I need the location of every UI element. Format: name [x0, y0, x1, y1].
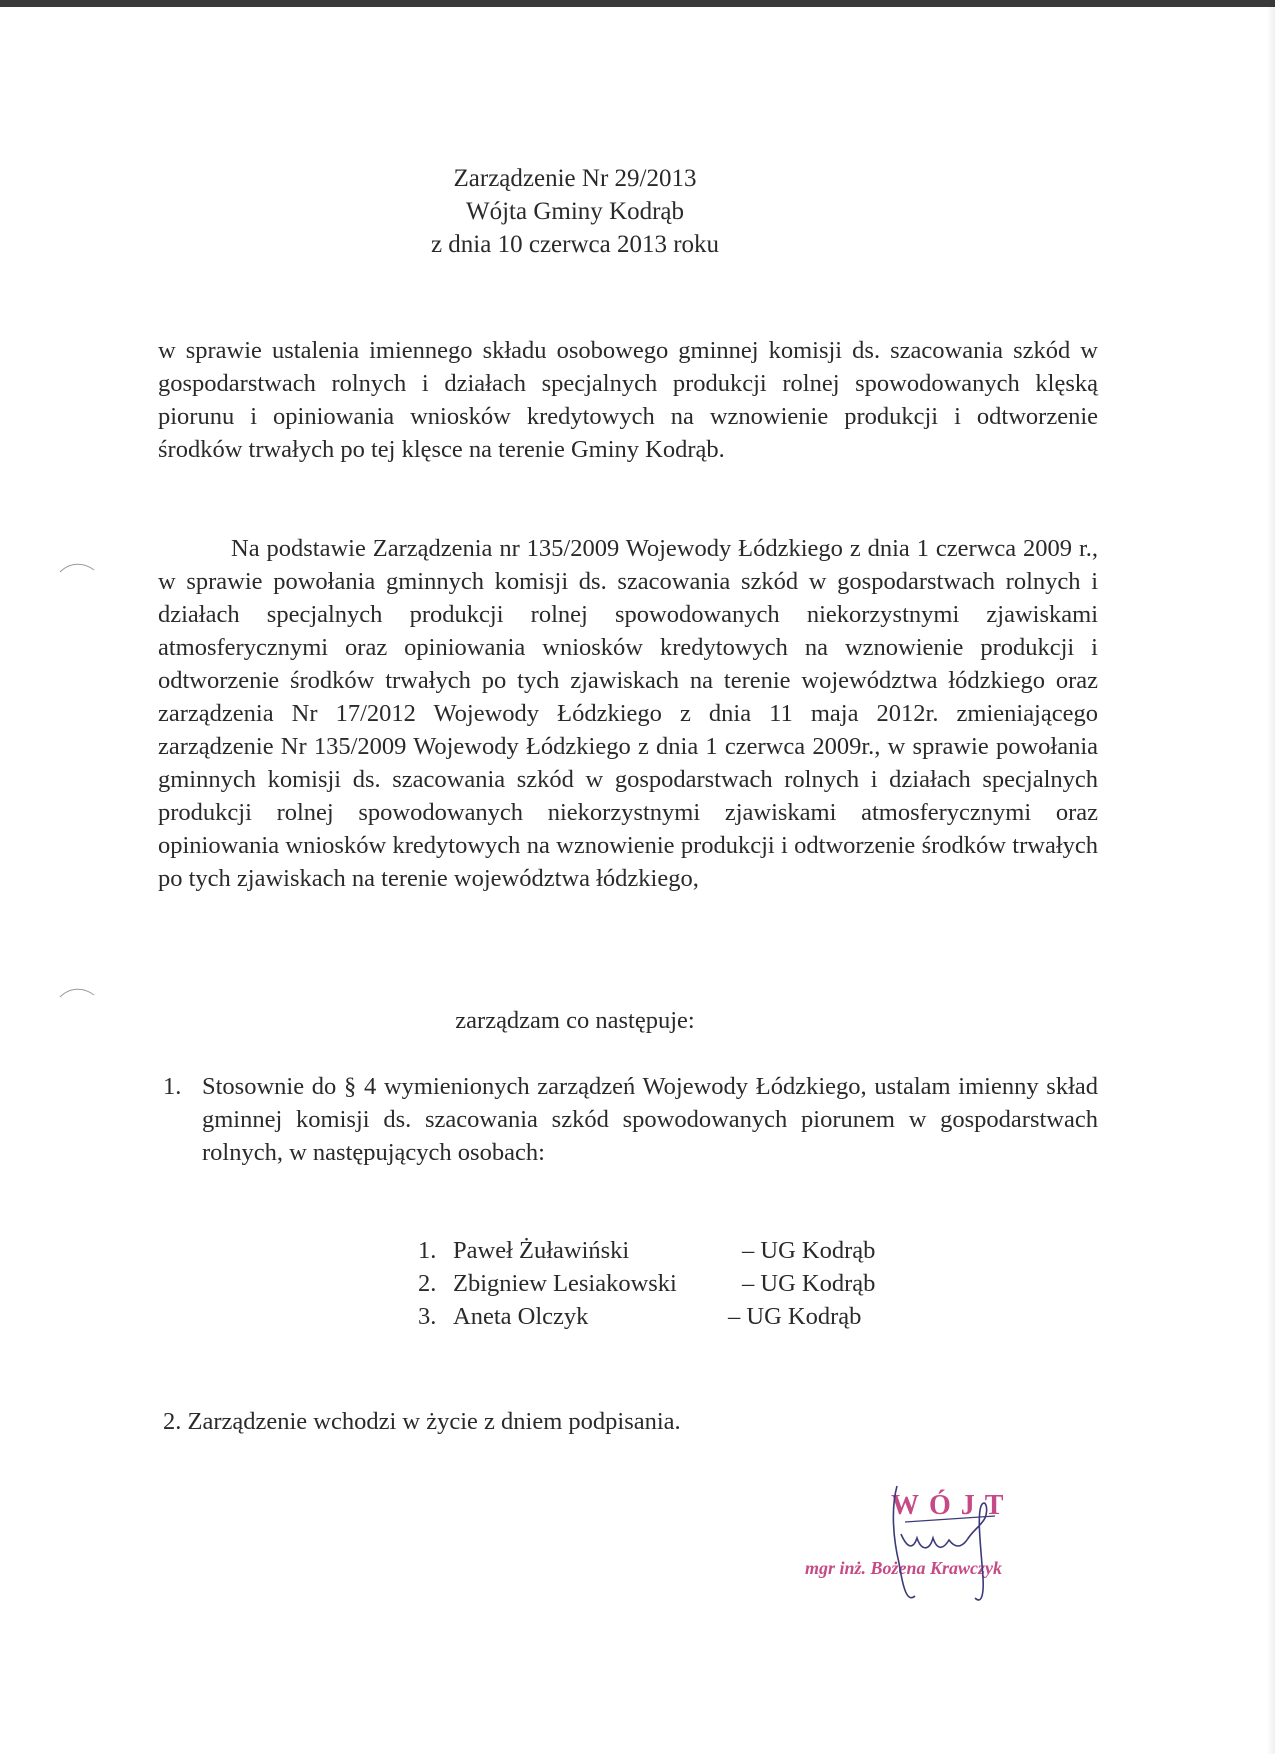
official-stamp: [805, 1490, 1105, 1620]
member-name: Aneta Olczyk: [453, 1303, 589, 1330]
heading-date: z dnia 10 czerwca 2013 roku: [430, 231, 720, 258]
decree-item-1: [163, 1070, 1098, 1169]
commission-members-list: [418, 1234, 875, 1333]
member-number: 1.: [418, 1237, 437, 1264]
member-name: Paweł Żuławiński: [453, 1237, 630, 1264]
subject-paragraph: w sprawie ustalenia imiennego składu osobowego gminnej komisji ds. szacowania szkód w gospodarstwach rolnych i działach specjalnych produkcji rolnej spowodowanych klęską piorunu i opiniowania wniosków kredytowych na wznowienie produkcji i odtworzenie środków trwałych po tej klęsce na terenie Gminy Kodrąb.: [158, 337, 1098, 463]
item-1-number: 1.: [163, 1073, 182, 1100]
heading-issuer: Wójta Gminy Kodrąb: [465, 198, 684, 225]
list-item: [418, 1234, 875, 1267]
member-department: – UG Kodrąb: [742, 1237, 876, 1264]
member-name: Zbigniew Lesiakowski: [453, 1270, 677, 1297]
member-number: 3.: [418, 1303, 437, 1330]
decree-item-2: 2. Zarządzenie wchodzi w życie z dniem podpisania.: [163, 1408, 681, 1435]
handwritten-signature: [885, 1478, 1085, 1608]
item-1-text: Stosownie do § 4 wymienionych zarządzeń Wojewody Łódzkiego, ustalam imienny skład gminnej komisji ds. szacowania szkód spowodowanych piorunem w gospodarstwach rolnych, w następujących osobach:: [202, 1073, 1098, 1166]
scan-right-shadow: [1267, 0, 1275, 1754]
scan-top-border: [0, 0, 1275, 7]
member-number: 2.: [418, 1270, 437, 1297]
document-heading: [0, 162, 1150, 261]
member-department: – UG Kodrąb: [728, 1303, 862, 1330]
member-department: – UG Kodrąb: [742, 1270, 876, 1297]
decree-intro: zarządzam co następuje:: [455, 1007, 695, 1034]
stamp-title: WÓJT: [891, 1490, 1014, 1521]
stamp-name: mgr inż. Bożena Krawczyk: [805, 1558, 1003, 1578]
legal-basis-paragraph: Na podstawie Zarządzenia nr 135/2009 Wojewody Łódzkiego z dnia 1 czerwca 2009 r., w sprawie powołania gminnych komisji ds. szacowania szkód w gospodarstwach rolnych i działach specjalnych produkcji rolnej spowodowanych niekorzystnymi zjawiskami atmosferycznymi oraz opiniowania wniosków kredytowych na wznowienie produkcji i odtworzenie środków trwałych po tych zjawiskach na terenie województwa łódzkiego oraz zarządzenia Nr 17/2012 Wojewody Łódzkiego z dnia 11 maja 2012r. zmieniającego zarządzenie Nr 135/2009 Wojewody Łódzkiego z dnia 1 czerwca 2009r., w sprawie powołania gminnych komisji ds. szacowania szkód w gospodarstwach rolnych i działach specjalnych produkcji rolnej spowodowanych niekorzystnymi zjawiskami atmosferycznymi oraz opiniowania wniosków kredytowych na wznowienie produkcji i odtworzenie środków trwałych po tych zjawiskach na terenie województwa łódzkiego,: [158, 535, 1098, 892]
list-item: [418, 1300, 875, 1333]
heading-title: Zarządzenie Nr 29/2013: [453, 165, 697, 192]
scan-speck: [58, 560, 98, 576]
scan-speck: [58, 985, 98, 1001]
list-item: [418, 1267, 875, 1300]
